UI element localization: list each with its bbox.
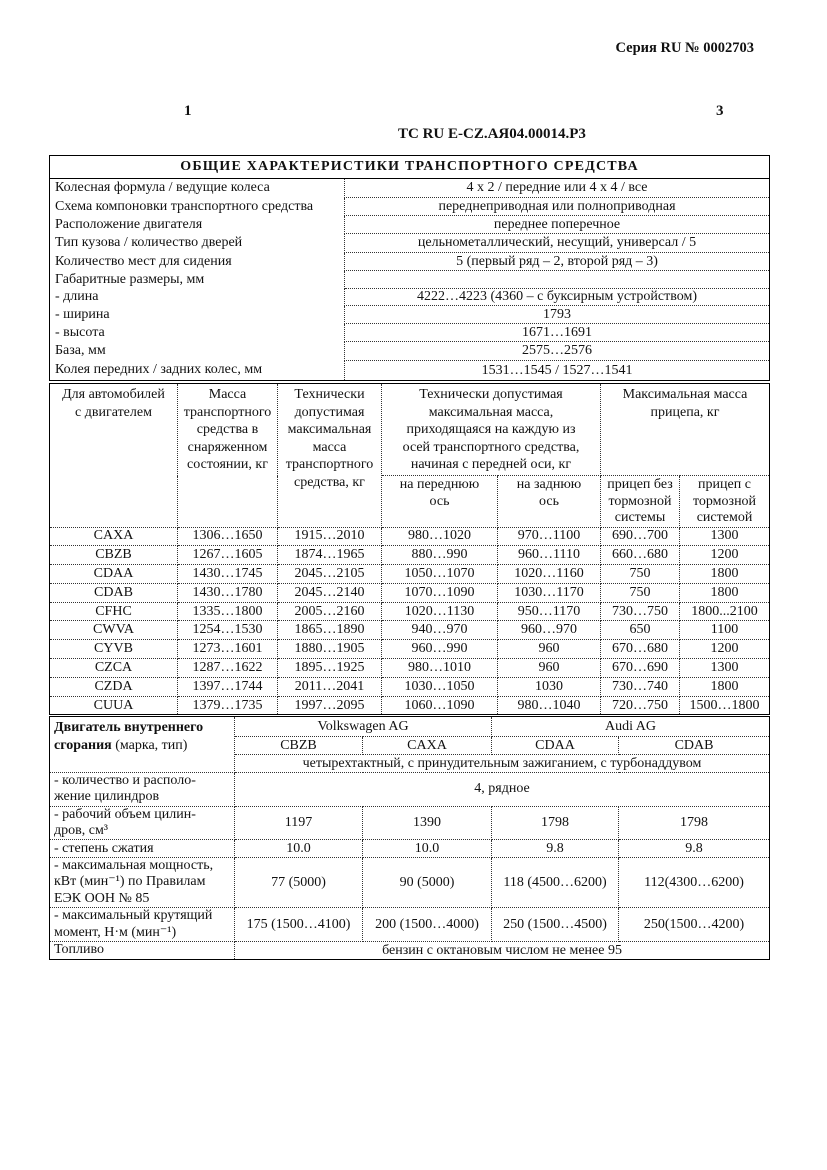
power-label [50,858,235,908]
header-line: транспортного [183,404,272,420]
engine-type: четырехтактный, с принудительным зажиганием, с турбонаддувом [235,755,770,773]
engine-code-cell: CDAB [50,583,178,602]
torque-value: 175 (1500…4100) [235,908,363,942]
header-line: Максимальная масса [622,387,748,402]
mass-row [50,546,770,565]
mass-row [50,602,770,621]
row-value: переднее поперечное [345,216,770,234]
torque-label [50,908,235,942]
fuel-row [50,942,770,960]
row-label: Количество мест для сидения [55,253,232,269]
label-line: - количество и располо- [54,773,196,788]
row-label: Габаритные размеры, мм [55,271,205,287]
header-line: состоянии, кг [187,457,268,473]
max-mass-cell: 1895…1925 [278,659,382,678]
trailer-unbraked-cell: 650 [601,621,680,640]
power-value: 112(4300…6200) [619,858,770,908]
masses-header-row [50,384,770,476]
header-line: тормозной [692,493,757,509]
header-line: прицепа, кг [650,404,720,420]
displacement-value: 1197 [235,806,363,840]
max-mass-cell: 1874…1965 [278,546,382,565]
max-mass-cell: 2045…2105 [278,565,382,584]
row-value: 1671…1691 [345,324,770,342]
row-label: Тип кузова / количество дверей [55,235,243,250]
engine-code: CAXA [363,737,492,755]
front-axle-cell: 1070…1090 [382,583,498,602]
displacement-value: 1798 [492,806,619,840]
fuel-value: бензин с октановым числом не менее 95 [235,942,770,960]
header-line: Технически [294,387,365,402]
general-title: ОБЩИЕ ХАРАКТЕРИСТИКИ ТРАНСПОРТНОГО СРЕДСТВА [50,156,770,179]
header-line: масса [312,439,347,455]
trailer-braked-cell: 1800...2100 [680,602,770,621]
engine-code-cell: CFHC [50,602,178,621]
engine-code: CDAA [492,737,619,755]
curb-mass-cell: 1287…1622 [178,659,278,678]
max-mass-cell: 2011…2041 [278,677,382,696]
general-row [50,361,770,381]
label-line: ЕЭК ООН № 85 [54,890,150,906]
engine-code-cell: CAXA [50,527,178,546]
rear-axle-cell: 1030 [498,677,601,696]
curb-mass-cell: 1306…1650 [178,527,278,546]
power-value: 77 (5000) [235,858,363,908]
general-row [50,216,770,234]
row-value: 1793 [345,306,770,324]
engine-code-cell: CZDA [50,677,178,696]
trailer-braked-cell: 1800 [680,583,770,602]
header-line: начиная с передней оси, кг [410,457,572,473]
mass-row [50,583,770,602]
header-line: системы [614,510,666,525]
row-value: 5 (первый ряд – 2, второй ряд – 3) [345,253,770,271]
row-value: 2575…2576 [345,342,770,361]
row-label: Расположение двигателя [55,216,203,232]
header-trailer-braked [680,476,770,528]
trailer-unbraked-cell: 730…750 [601,602,680,621]
header-curb-mass [178,384,278,528]
header-line: ось [539,493,559,509]
header-line: системой [696,510,753,525]
general-row [50,271,770,289]
curb-mass-cell: 1273…1601 [178,640,278,659]
curb-mass-cell: 1379…1735 [178,696,278,715]
certificate-number: ТС RU E-CZ.АЯ04.00014.Р3 [398,126,586,142]
row-value: переднеприводная или полноприводная [345,198,770,216]
compression-value: 10.0 [363,840,492,858]
trailer-unbraked-cell: 660…680 [601,546,680,565]
rear-axle-cell: 960 [498,659,601,678]
power-row [50,858,770,908]
general-row [50,306,770,324]
engine-header-bold: сгорания [54,737,112,753]
front-axle-cell: 1020…1130 [382,602,498,621]
engine-code-cell: CYVB [50,640,178,659]
header-line: максимальная [287,422,372,438]
engine-header-line: Двигатель внутреннего [54,720,204,735]
mass-row [50,696,770,715]
header-rear-axle [498,476,601,528]
header-line: средства в [196,422,259,438]
row-label: Схема компоновки транспортного средства [55,198,314,214]
max-mass-cell: 1997…2095 [278,696,382,715]
max-mass-cell: 1915…2010 [278,527,382,546]
torque-value: 250(1500…4200) [619,908,770,942]
rear-axle-cell: 1030…1170 [498,583,601,602]
trailer-braked-cell: 1500…1800 [680,696,770,715]
compression-value: 10.0 [235,840,363,858]
header-line: осей транспортного средства, [402,439,580,455]
curb-mass-cell: 1430…1745 [178,565,278,584]
general-row [50,289,770,306]
masses-table [49,383,770,715]
curb-mass-cell: 1335…1800 [178,602,278,621]
header-line: Масса [208,387,247,402]
torque-row [50,908,770,942]
label-line: - максимальный крутящий [54,908,213,924]
displacement-value: 1390 [363,806,492,840]
engine-manufacturer-row [50,717,770,737]
trailer-unbraked-cell: 670…680 [601,640,680,659]
mass-row [50,677,770,696]
general-row [50,179,770,198]
row-label: - ширина [55,306,110,322]
label-line: - максимальная мощность, [54,858,214,874]
general-row [50,234,770,253]
trailer-unbraked-cell: 720…750 [601,696,680,715]
cylinders-value: 4, рядное [235,773,770,807]
engine-code-cell: CBZB [50,546,178,565]
curb-mass-cell: 1397…1744 [178,677,278,696]
front-axle-cell: 1030…1050 [382,677,498,696]
trailer-braked-cell: 1200 [680,546,770,565]
rear-axle-cell: 950…1170 [498,602,601,621]
rear-axle-cell: 970…1100 [498,527,601,546]
header-line: ось [429,493,450,509]
trailer-unbraked-cell: 750 [601,583,680,602]
trailer-unbraked-cell: 750 [601,565,680,584]
curb-mass-cell: 1254…1530 [178,621,278,640]
header-line: на заднюю [516,477,582,492]
rear-axle-cell: 960…970 [498,621,601,640]
trailer-braked-cell: 1200 [680,640,770,659]
general-row [50,253,770,271]
header-line: прицеп без [607,477,673,492]
engine-code-cell: CZCA [50,659,178,678]
general-title-row [50,156,770,179]
max-mass-cell: 1865…1890 [278,621,382,640]
series-number: Серия RU № 0002703 [615,40,754,56]
row-value: 1531…1545 / 1527…1541 [345,361,770,381]
max-mass-cell: 2045…2140 [278,583,382,602]
power-value: 118 (4500…6200) [492,858,619,908]
page-number-left: 1 [184,103,192,119]
row-value-empty [345,271,770,289]
compression-value: 9.8 [619,840,770,858]
front-axle-cell: 980…1020 [382,527,498,546]
engine-header-label [50,717,235,773]
trailer-unbraked-cell: 690…700 [601,527,680,546]
rear-axle-cell: 960…1110 [498,546,601,565]
engine-header-normal: (марка, тип) [111,737,188,753]
curb-mass-cell: 1430…1780 [178,583,278,602]
displacement-label [50,806,235,840]
engine-code-cell: CWVA [50,621,178,640]
header-line: Для автомобилей [62,387,165,402]
header-line: с двигателем [75,404,152,420]
header-line: прицеп с [698,477,751,492]
header-trailer-unbraked [601,476,680,528]
row-label: Колея передних / задних колес, мм [55,362,263,378]
page-number-right: 3 [716,103,724,119]
general-row [50,342,770,361]
displacement-row [50,806,770,840]
manufacturer-audi: Audi AG [492,717,770,737]
header-line: максимальная масса, [428,404,554,420]
rear-axle-cell: 1020…1160 [498,565,601,584]
engine-code-cell: CUUA [50,696,178,715]
mass-row [50,527,770,546]
front-axle-cell: 960…990 [382,640,498,659]
rear-axle-cell: 960 [498,640,601,659]
trailer-braked-cell: 1100 [680,621,770,640]
row-value: 4 х 2 / передние или 4 х 4 / все [345,179,770,198]
torque-value: 250 (1500…4500) [492,908,619,942]
curb-mass-cell: 1267…1605 [178,546,278,565]
header-line: тормозной [608,493,672,509]
header-line: приходящаяся на каждую из [406,422,576,438]
engine-table [49,716,770,960]
header-axle-mass [382,384,601,476]
header-trailer-mass [601,384,770,476]
displacement-value: 1798 [619,806,770,840]
general-row [50,324,770,342]
label-line: жение цилиндров [54,789,160,805]
cylinders-label [50,773,235,807]
max-mass-cell: 1880…1905 [278,640,382,659]
mass-row [50,640,770,659]
torque-value: 200 (1500…4000) [363,908,492,942]
trailer-braked-cell: 1800 [680,677,770,696]
row-label: - высота [55,324,105,340]
masses-body [50,527,770,715]
front-axle-cell: 1060…1090 [382,696,498,715]
engine-code-cell: CDAA [50,565,178,584]
front-axle-cell: 880…990 [382,546,498,565]
label-line: - рабочий объем цилин- [54,806,196,822]
mass-row [50,621,770,640]
header-line: на переднюю [399,477,480,492]
label-line: дров, см³ [54,822,109,838]
row-label: - длина [55,289,99,304]
trailer-braked-cell: 1300 [680,659,770,678]
trailer-braked-cell: 1300 [680,527,770,546]
row-label: Колесная формула / ведущие колеса [55,180,270,196]
general-characteristics-table [49,155,770,381]
mass-row [50,659,770,678]
row-value: цельнометаллический, несущий, универсал / 5 [345,234,770,253]
max-mass-cell: 2005…2160 [278,602,382,621]
compression-row [50,840,770,858]
row-value: 4222…4223 (4360 – с буксирным устройством) [345,289,770,306]
general-row [50,198,770,216]
mass-row [50,565,770,584]
row-label: База, мм [55,343,106,358]
header-line: Технически допустимая [419,387,563,402]
front-axle-cell: 980…1010 [382,659,498,678]
compression-label: - степень сжатия [50,840,235,858]
rear-axle-cell: 980…1040 [498,696,601,715]
trailer-unbraked-cell: 670…690 [601,659,680,678]
power-value: 90 (5000) [363,858,492,908]
manufacturer-volkswagen: Volkswagen AG [235,717,492,737]
trailer-unbraked-cell: 730…740 [601,677,680,696]
engine-code: CBZB [235,737,363,755]
header-line: допустимая [294,404,365,420]
header-front-axle [382,476,498,528]
compression-value: 9.8 [492,840,619,858]
header-line: транспортного [285,457,374,473]
front-axle-cell: 940…970 [382,621,498,640]
fuel-label: Топливо [50,942,235,960]
engine-code: CDAB [619,737,770,755]
header-max-mass [278,384,382,528]
header-line: снаряженном [187,439,268,455]
cylinders-row [50,773,770,807]
header-engine [50,384,178,528]
front-axle-cell: 1050…1070 [382,565,498,584]
label-line: момент, Н·м (мин⁻¹) [54,924,177,940]
header-line: средства, кг [294,474,365,490]
trailer-braked-cell: 1800 [680,565,770,584]
label-line: кВт (мин⁻¹) по Правилам [54,874,206,890]
